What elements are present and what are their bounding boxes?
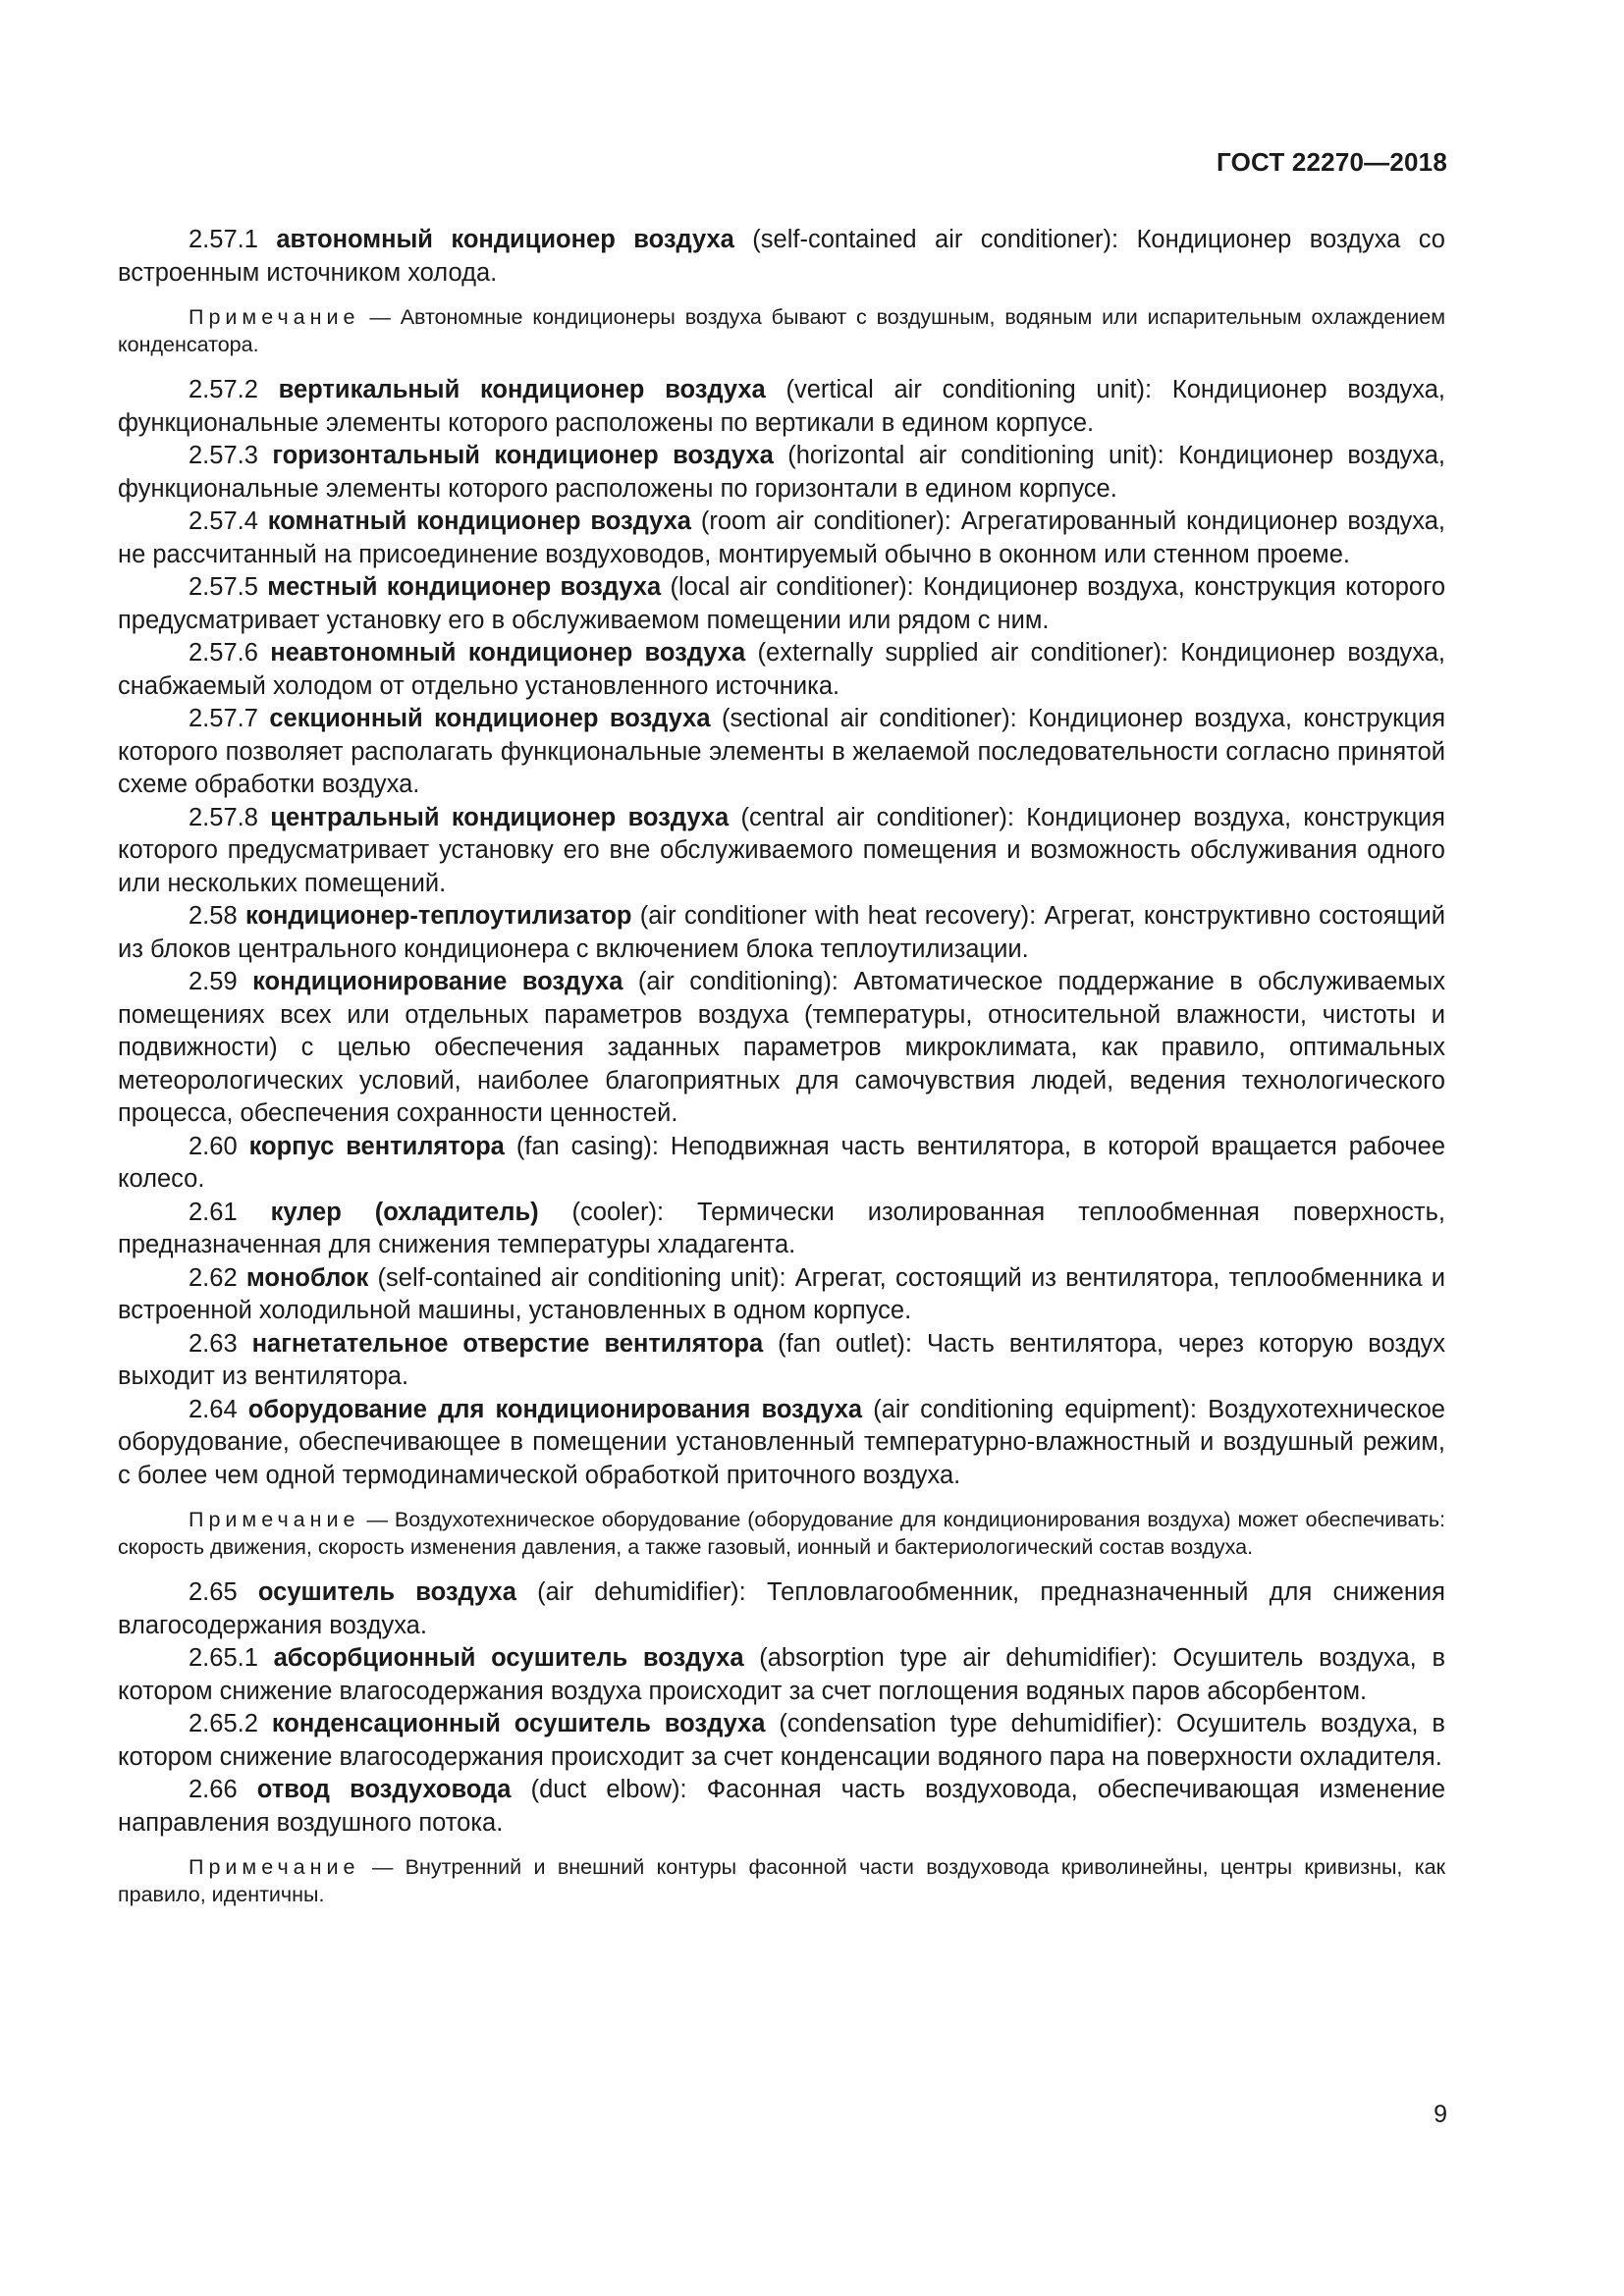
term-definition: (self-contained air conditioning unit): Агрегат, состоящий из вентилятора, теплообменника и встроенной холодильной машины, установленных в одном корпусе.	[118, 1263, 1446, 1324]
term-entry	[118, 1774, 1445, 1840]
term-definition: (horizontal air conditioning unit): Кондиционер воздуха, функциональные элементы которого расположены по горизонтали в едином корпусе.	[118, 442, 1446, 503]
term-definition: (air dehumidifier): Тепловлагообменник, предназначенный для снижения влагосодержания воздуха.	[118, 1578, 1445, 1639]
term-title: неавтономный кондиционер воздуха	[270, 639, 746, 667]
term-entry	[118, 703, 1445, 802]
term-title: осушитель воздуха	[257, 1578, 516, 1606]
term-number: 2.57.4	[189, 507, 258, 535]
term-number: 2.65.2	[189, 1710, 258, 1737]
term-title: абсорбционный осушитель воздуха	[273, 1644, 744, 1672]
term-title: секционный кондиционер воздуха	[269, 705, 711, 732]
term-entry	[118, 802, 1445, 901]
term-number: 2.57.3	[189, 442, 258, 469]
term-entry	[118, 440, 1445, 506]
term-entry	[118, 374, 1445, 440]
term-entry	[118, 1642, 1445, 1708]
term-number: 2.66	[189, 1776, 238, 1803]
term-definition: (vertical air conditioning unit): Кондиционер воздуха, функциональные элементы которого расположены по вертикали в едином корпусе.	[118, 376, 1445, 437]
term-definition: (sectional air conditioner): Кондиционер воздуха, конструкция которого позволяет располагать функциональные элементы в желаемой последовательности согласно принятой схеме обработки воздуха.	[118, 705, 1445, 798]
term-entry	[118, 1262, 1445, 1328]
term-title: корпус вентилятора	[248, 1132, 505, 1160]
term-definition: (fan outlet): Часть вентилятора, через которую воздух выходит из вентилятора.	[118, 1329, 1445, 1390]
term-number: 2.57.7	[189, 705, 258, 732]
term-number: 2.57.2	[189, 376, 258, 403]
note-label: Примечание	[189, 305, 360, 329]
term-entry	[118, 571, 1445, 637]
term-entry	[118, 1708, 1445, 1774]
term-title: вертикальный кондиционер воздуха	[278, 376, 766, 403]
term-entry	[118, 1576, 1445, 1642]
term-entry	[118, 224, 1445, 290]
term-definition: (absorption type air dehumidifier): Осушитель воздуха, в котором снижение влагосодержания воздуха происходит за счет поглощения водяных паров абсорбентом.	[118, 1644, 1445, 1705]
term-title: конденсационный осушитель воздуха	[271, 1710, 766, 1737]
term-number: 2.64	[189, 1395, 238, 1423]
term-entry	[118, 900, 1445, 966]
note-text: — Внутренний и внешний контуры фасонной части воздуховода криволинейны, центры кривизны, как правило, идентичны.	[118, 1855, 1445, 1906]
note-text: — Автономные кондиционеры воздуха бывают с воздушным, водяным или испарительным охлаждением конденсатора.	[118, 305, 1445, 356]
term-title: оборудование для кондиционирования воздуха	[247, 1395, 863, 1423]
term-title: кулер (охладитель)	[270, 1198, 539, 1226]
term-definition: (cooler): Термически изолированная теплообменная поверхность, предназначенная для снижения температуры хладагента.	[118, 1198, 1445, 1258]
term-number: 2.60	[189, 1132, 238, 1160]
term-entry	[118, 966, 1445, 1131]
term-title: центральный кондиционер воздуха	[270, 803, 730, 831]
page-number: 9	[1434, 2101, 1447, 2128]
term-title: кондиционер-теплоутилизатор	[245, 902, 632, 930]
term-entry	[118, 1131, 1445, 1197]
term-title: автономный кондиционер воздуха	[276, 226, 734, 253]
term-number: 2.57.5	[189, 573, 258, 601]
term-entry	[118, 506, 1445, 571]
term-title: нагнетательное отверстие вентилятора	[251, 1329, 764, 1358]
note-label: Примечание	[189, 1508, 360, 1531]
note	[118, 1853, 1445, 1908]
term-definition: (air conditioning equipment): Воздухотехническое оборудование, обеспечивающее в помещении установленный температурно-влажностный и воздушный режим, с более чем одной термодинамической обработкой приточного воздуха.	[118, 1395, 1445, 1489]
term-number: 2.65.1	[189, 1644, 258, 1672]
term-definition: (room air conditioner): Агрегатированный кондиционер воздуха, не рассчитанный на присоединение воздуховодов, монтируемый обычно в оконном или стенном проеме.	[118, 507, 1445, 568]
term-definition: (externally supplied air conditioner): Кондиционер воздуха, снабжаемый холодом от отдельно установленного источника.	[118, 639, 1445, 700]
note-label: Примечание	[189, 1855, 360, 1879]
note	[118, 303, 1445, 358]
term-number: 2.57.8	[189, 803, 258, 831]
term-entry	[118, 1197, 1445, 1262]
term-entry	[118, 1328, 1445, 1394]
term-definition: (duct elbow): Фасонная часть воздуховода, обеспечивающая изменение направления воздушного потока.	[118, 1776, 1446, 1837]
document-body	[118, 224, 1445, 1924]
term-definition: (air conditioning): Автоматическое поддержание в обслуживаемых помещениях всех или отдельных параметров воздуха (температуры, относительной влажности, чистоты и подвижности) с целью обеспечения заданных параметров микроклимата, как правило, оптимальных метеорологических условий, наиболее благоприятных для самочувствия людей, ведения технологического процесса, обеспечения сохранности ценностей.	[118, 968, 1446, 1127]
term-definition: (local air conditioner): Кондиционер воздуха, конструкция которого предусматривает установку его в обслуживаемом помещении или рядом с ним.	[118, 573, 1445, 634]
term-title: комнатный кондиционер воздуха	[267, 507, 691, 535]
document-code: ГОСТ 22270—2018	[1217, 147, 1447, 177]
term-definition: (air conditioner with heat recovery): Агрегат, конструктивно состоящий из блоков центрального кондиционера с включением блока теплоутилизации.	[118, 902, 1445, 963]
term-number: 2.61	[189, 1198, 238, 1226]
term-number: 2.63	[189, 1329, 238, 1358]
term-entry	[118, 637, 1445, 703]
term-number: 2.59	[189, 968, 238, 995]
note-text: — Воздухотехническое оборудование (оборудование для кондиционирования воздуха) может обеспечивать: скорость движения, скорость изменения давления, а также газовый, ионный и бактериологический состав воздуха.	[118, 1508, 1445, 1559]
term-title: кондиционирование воздуха	[252, 968, 623, 995]
term-number: 2.65	[189, 1578, 238, 1606]
term-entry	[118, 1394, 1445, 1493]
note	[118, 1506, 1445, 1561]
term-title: моноблок	[245, 1263, 369, 1292]
term-definition: (central air conditioner): Кондиционер воздуха, конструкция которого предусматривает установку его вне обслуживаемого помещения и возможность обслуживания одного или нескольких помещений.	[118, 803, 1445, 897]
term-title: отвод воздуховода	[256, 1776, 512, 1803]
term-number: 2.58	[189, 902, 238, 930]
term-definition: (fan casing): Неподвижная часть вентилятора, в которой вращается рабочее колесо.	[118, 1132, 1446, 1193]
term-number: 2.62	[189, 1263, 238, 1292]
term-definition: (self-contained air conditioner): Кондиционер воздуха со встроенным источником холода.	[118, 226, 1445, 287]
term-title: горизонтальный кондиционер воздуха	[272, 442, 774, 469]
term-number: 2.57.1	[189, 226, 258, 253]
term-number: 2.57.6	[189, 639, 258, 667]
term-title: местный кондиционер воздуха	[267, 573, 662, 601]
term-definition: (condensation type dehumidifier): Осушитель воздуха, в котором снижение влагосодержания происходит за счет конденсации водяного пара на поверхности охладителя.	[118, 1710, 1445, 1771]
